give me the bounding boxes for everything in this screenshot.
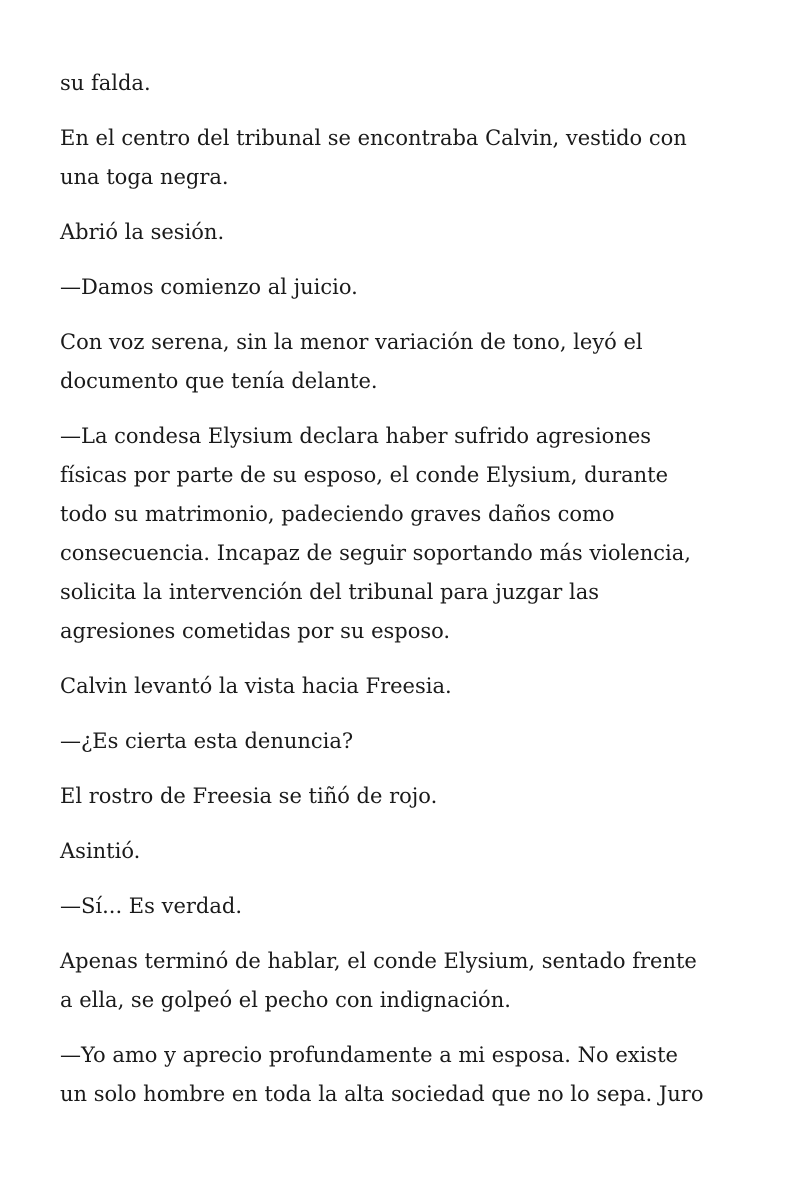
- paragraph: [60, 777, 760, 816]
- text-line: —Sí... Es verdad.: [60, 894, 242, 918]
- paragraph: [60, 722, 760, 761]
- paragraph: [60, 942, 760, 1020]
- text-line: —La condesa Elysium declara haber sufrido agresiones: [60, 424, 652, 448]
- paragraph: [60, 832, 760, 871]
- text-line: —Damos comienzo al juicio.: [60, 275, 358, 299]
- text-line: consecuencia. Incapaz de seguir soportando más violencia,: [60, 541, 691, 565]
- text-line: Apenas terminó de hablar, el conde Elysium, sentado frente: [60, 949, 697, 973]
- text-line: solicita la intervención del tribunal para juzgar las: [60, 580, 600, 604]
- paragraph: [60, 667, 760, 706]
- text-line: una toga negra.: [60, 165, 229, 189]
- text-line: todo su matrimonio, padeciendo graves daños como: [60, 502, 615, 526]
- text-line: a ella, se golpeó el pecho con indignación.: [60, 988, 511, 1012]
- paragraph: [60, 323, 760, 401]
- text-line: Con voz serena, sin la menor variación de tono, leyó el: [60, 330, 643, 354]
- text-line: Calvin levantó la vista hacia Freesia.: [60, 674, 452, 698]
- text-line: Abrió la sesión.: [60, 220, 225, 244]
- paragraph: [60, 64, 760, 103]
- text-line: documento que tenía delante.: [60, 369, 378, 393]
- text-line: En el centro del tribunal se encontraba Calvin, vestido con: [60, 126, 687, 150]
- text-line: El rostro de Freesia se tiñó de rojo.: [60, 784, 438, 808]
- reading-page: [60, 64, 760, 1130]
- paragraph: [60, 887, 760, 926]
- text-line: Asintió.: [60, 839, 141, 863]
- paragraph: [60, 119, 760, 197]
- text-line: agresiones cometidas por su esposo.: [60, 619, 451, 643]
- paragraph: [60, 213, 760, 252]
- paragraph: [60, 417, 760, 651]
- text-line: un solo hombre en toda la alta sociedad que no lo sepa. Juro: [60, 1082, 704, 1106]
- text-line: físicas por parte de su esposo, el conde Elysium, durante: [60, 463, 669, 487]
- text-line: su falda.: [60, 71, 151, 95]
- text-line: —Yo amo y aprecio profundamente a mi esposa. No existe: [60, 1043, 678, 1067]
- text-line: —¿Es cierta esta denuncia?: [60, 729, 354, 753]
- paragraph: [60, 268, 760, 307]
- paragraph: [60, 1036, 760, 1114]
